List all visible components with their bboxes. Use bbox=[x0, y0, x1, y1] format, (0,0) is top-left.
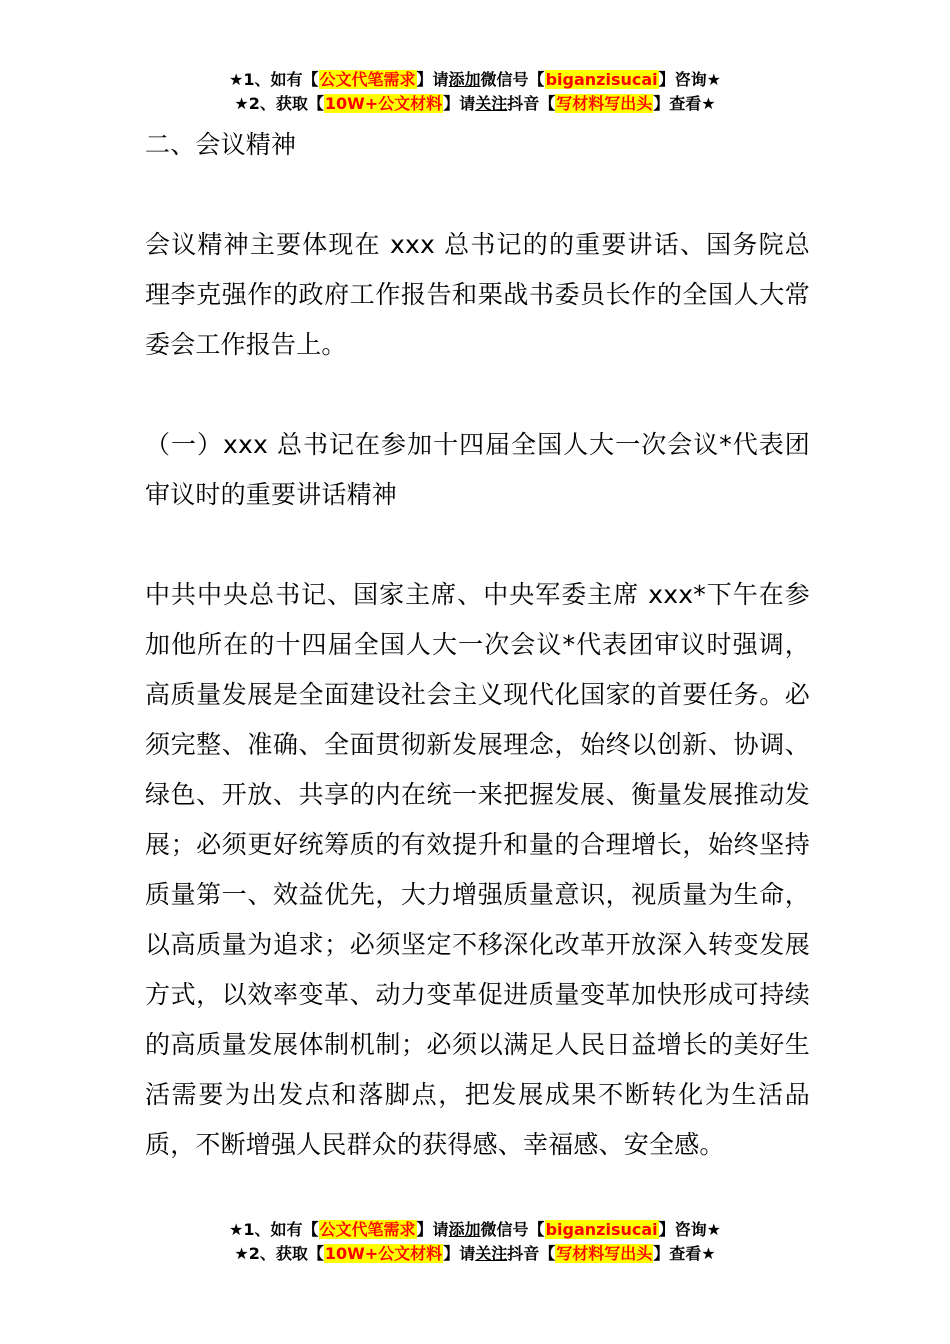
banner-text: ★1、如有【 bbox=[229, 1220, 319, 1239]
highlight-wechat-id: biganzisucai bbox=[545, 70, 658, 89]
footer-banner bbox=[0, 1218, 950, 1266]
banner-emphasis: 添加 bbox=[448, 1220, 481, 1239]
spacer bbox=[145, 370, 810, 420]
banner-text: ★2、获取【 bbox=[234, 1244, 324, 1263]
banner-emphasis: 关注 bbox=[475, 1244, 508, 1263]
document-body bbox=[145, 120, 810, 1170]
intro-paragraph: 会议精神主要体现在 xxx 总书记的的重要讲话、国务院总理李克强作的政府工作报告和栗战书委员长作的全国人大常委会工作报告上。 bbox=[145, 230, 810, 359]
banner-line-2 bbox=[0, 1242, 950, 1266]
highlight-douyin-id: 写材料写出头 bbox=[556, 1244, 653, 1263]
banner-text: 】咨询★ bbox=[658, 1220, 721, 1239]
banner-text: 】请 bbox=[416, 70, 449, 89]
spacer bbox=[145, 170, 810, 220]
banner-text: 】请 bbox=[416, 1220, 449, 1239]
section-heading: 二、会议精神 bbox=[145, 130, 297, 159]
banner-text: ★2、获取【 bbox=[234, 94, 324, 113]
highlight-materials: 10W+公文材料 bbox=[324, 1244, 443, 1263]
banner-text: 】查看★ bbox=[653, 1244, 716, 1263]
banner-emphasis: 关注 bbox=[475, 94, 508, 113]
spacer bbox=[145, 520, 810, 570]
highlight-service: 公文代笔需求 bbox=[319, 1220, 416, 1239]
body-paragraph: 中共中央总书记、国家主席、中央军委主席 xxx*下午在参加他所在的十四届全国人大一次会议*代表团审议时强调，高质量发展是全面建设社会主义现代化国家的首要任务。必须完整、准确、全面贯彻新发展理念，始终以创新、协调、绿色、开放、共享的内在统一来把握发展、衡量发展推动发展；必须更好统筹质的有效提升和量的合理增长，始终坚持质量第一、效益优先，大力增强质量意识，视质量为生命，以高质量为追求；必须坚定不移深化改革开放深入转变发展方式，以效率变革、动力变革促进质量变革加快形成可持续的高质量发展体制机制；必须以满足人民日益增长的美好生活需要为出发点和落脚点，把发展成果不断转化为生活品质，不断增强人民群众的获得感、幸福感、安全感。 bbox=[145, 580, 810, 1159]
banner-line-2 bbox=[0, 92, 950, 116]
header-banner bbox=[0, 68, 950, 116]
banner-text: 】请 bbox=[443, 94, 476, 113]
banner-text: 微信号【 bbox=[480, 70, 545, 89]
subsection-heading: （一）xxx 总书记在参加十四届全国人大一次会议*代表团审议时的重要讲话精神 bbox=[145, 430, 810, 509]
banner-emphasis: 添加 bbox=[448, 70, 481, 89]
banner-text: 微信号【 bbox=[480, 1220, 545, 1239]
banner-text: ★1、如有【 bbox=[229, 70, 319, 89]
banner-text: 】咨询★ bbox=[658, 70, 721, 89]
banner-line-1 bbox=[0, 68, 950, 92]
banner-text: 抖音【 bbox=[507, 1244, 556, 1263]
highlight-materials: 10W+公文材料 bbox=[324, 94, 443, 113]
banner-text: 】请 bbox=[443, 1244, 476, 1263]
banner-line-1 bbox=[0, 1218, 950, 1242]
banner-text: 】查看★ bbox=[653, 94, 716, 113]
highlight-douyin-id: 写材料写出头 bbox=[556, 94, 653, 113]
highlight-service: 公文代笔需求 bbox=[319, 70, 416, 89]
highlight-wechat-id: biganzisucai bbox=[545, 1220, 658, 1239]
banner-text: 抖音【 bbox=[507, 94, 556, 113]
